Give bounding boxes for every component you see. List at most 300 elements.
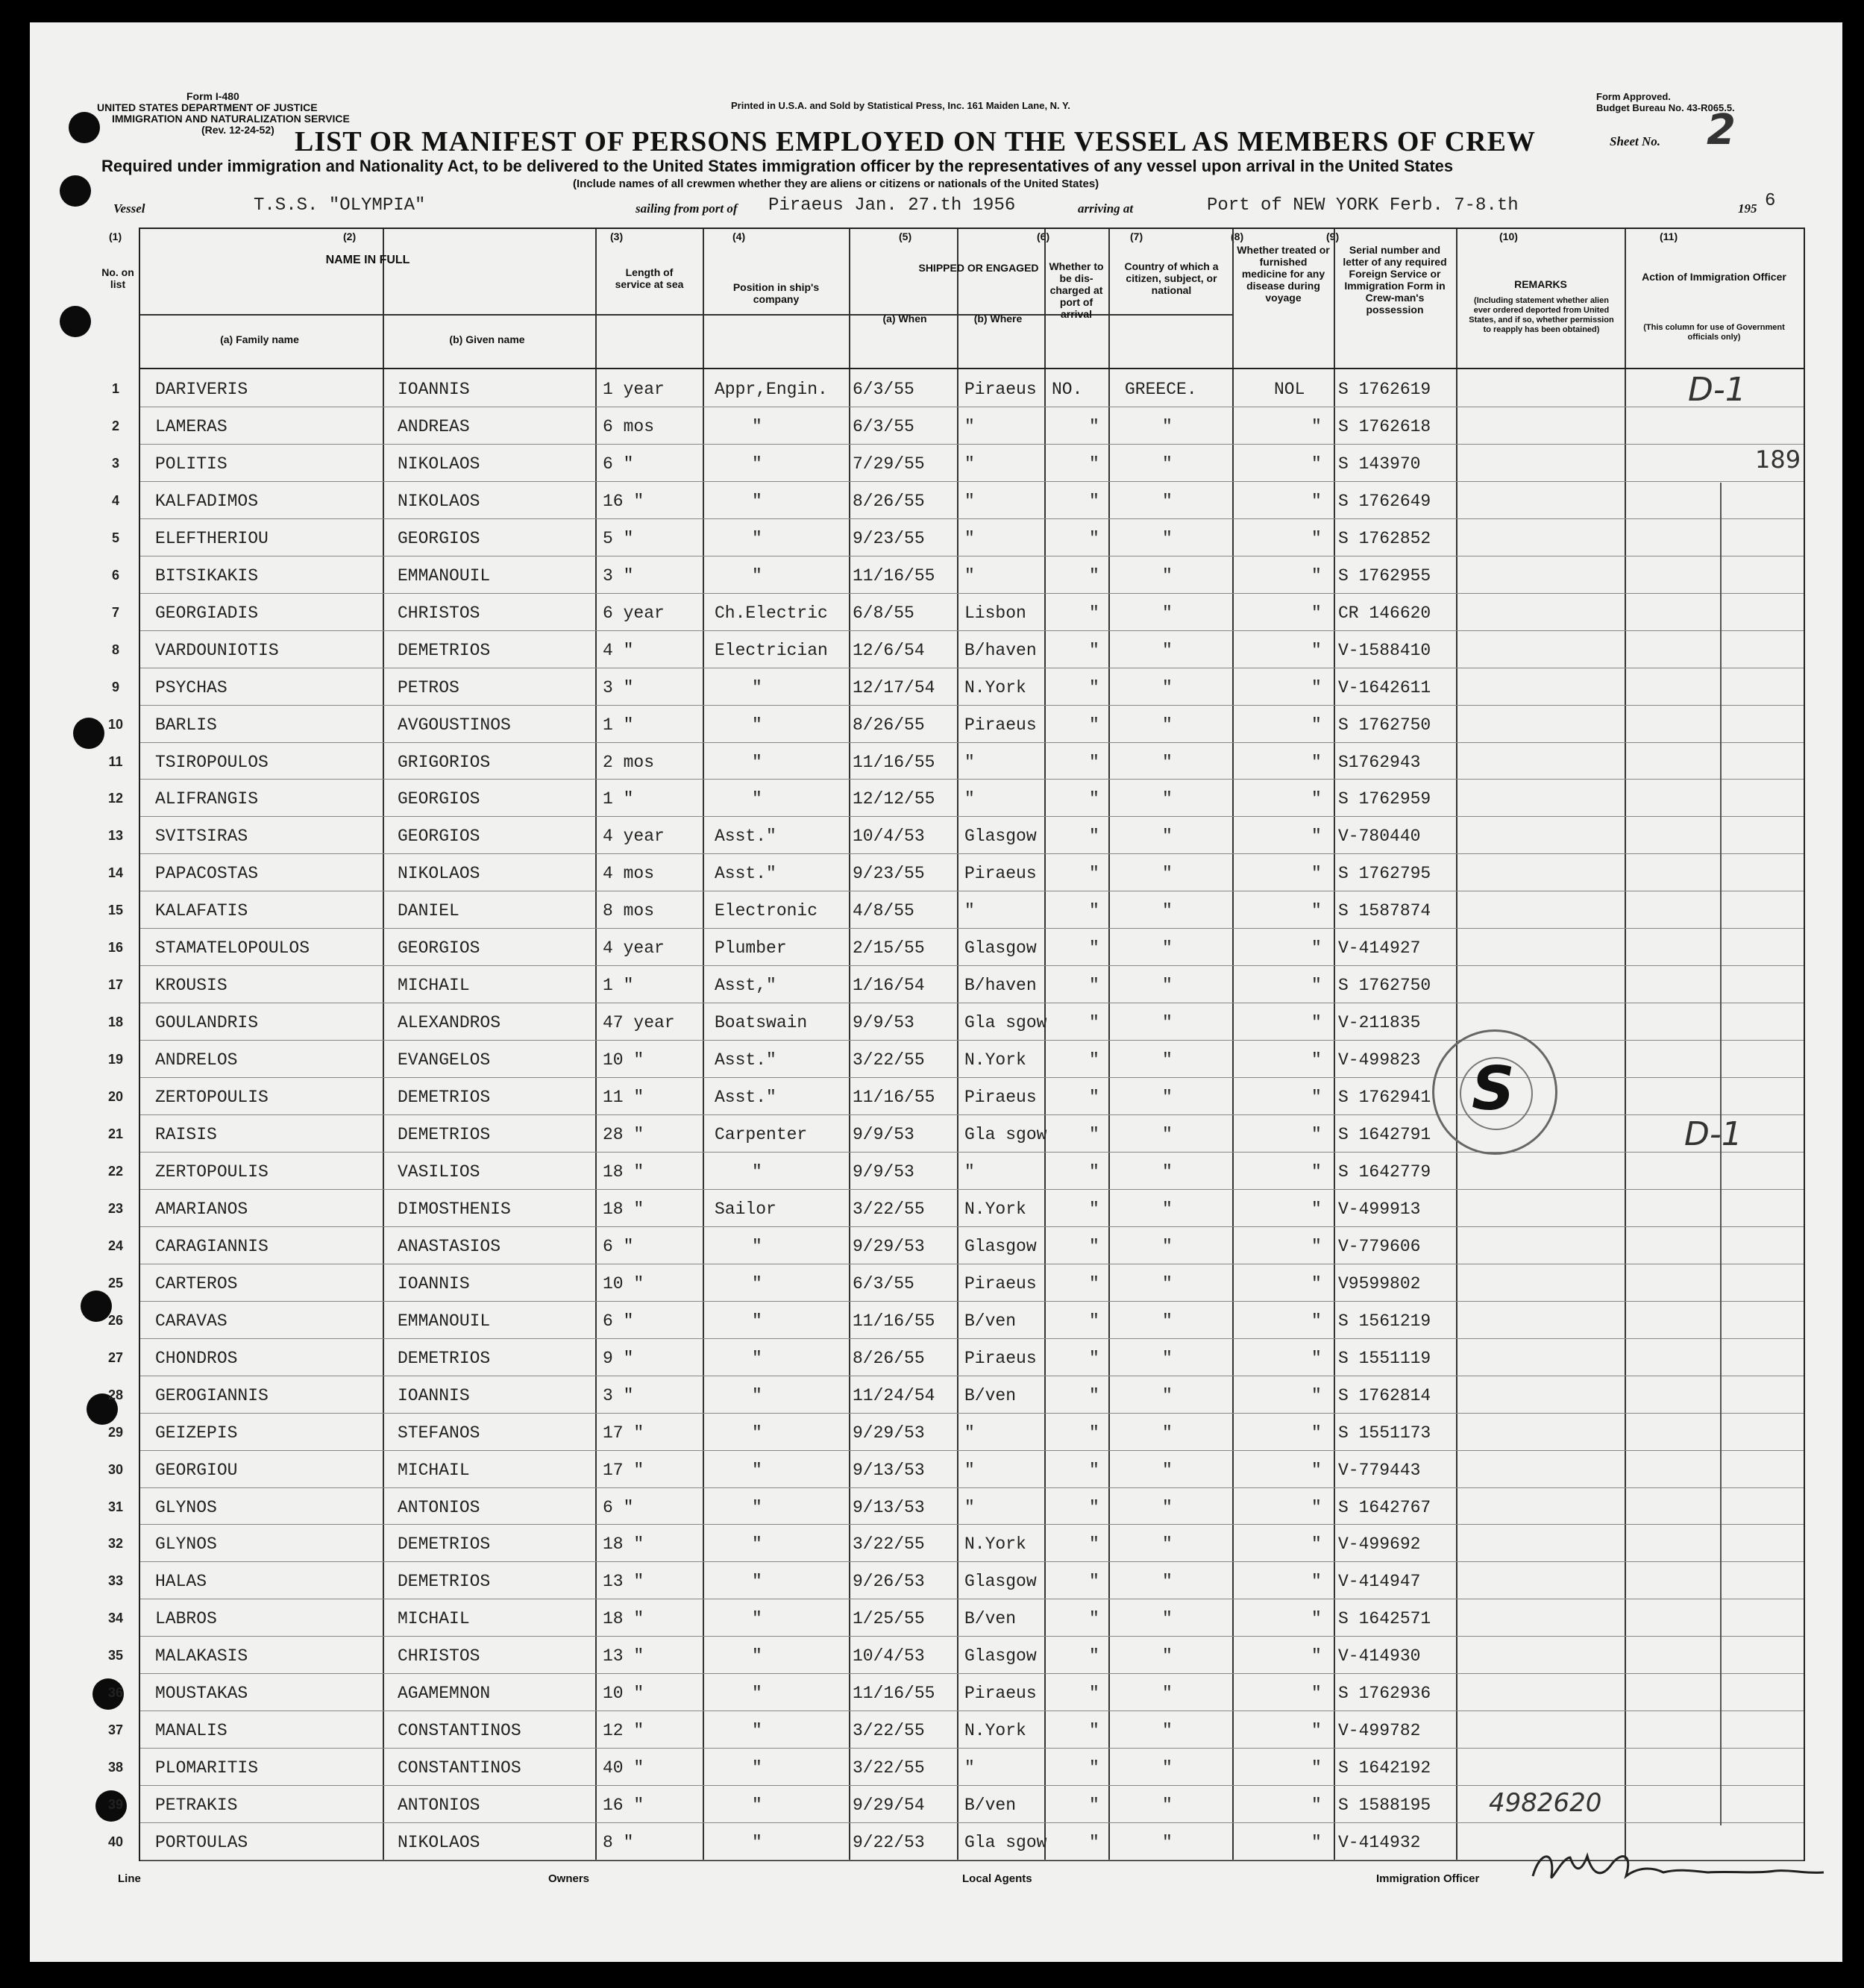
given-name: NIKOLAOS bbox=[398, 491, 480, 511]
position: Appr,Engin. bbox=[715, 380, 828, 399]
col-family-head: (a) Family name bbox=[220, 333, 299, 345]
given-name: NIKOLAOS bbox=[398, 864, 480, 884]
date-engaged: 8/26/55 bbox=[853, 715, 925, 735]
place-engaged: " bbox=[964, 528, 975, 548]
manifest-sheet bbox=[30, 22, 1842, 1962]
citizenship: " bbox=[1162, 752, 1173, 772]
citizenship: " bbox=[1162, 677, 1173, 697]
treated-flag: " bbox=[1311, 1161, 1322, 1182]
date-engaged: 9/29/53 bbox=[853, 1423, 925, 1443]
serial-number: V-779443 bbox=[1338, 1460, 1421, 1480]
family-name: KALAFATIS bbox=[155, 901, 248, 921]
treated-flag: " bbox=[1311, 1311, 1322, 1331]
citizenship: " bbox=[1162, 1125, 1173, 1144]
citizenship: " bbox=[1162, 901, 1173, 921]
date-engaged: 6/3/55 bbox=[853, 1273, 914, 1294]
serial-number: S 1588195 bbox=[1338, 1796, 1431, 1816]
row-divider bbox=[140, 1040, 1804, 1041]
treated-flag: " bbox=[1311, 1088, 1322, 1108]
form-revision: (Rev. 12-24-52) bbox=[201, 124, 274, 136]
given-name: MICHAIL bbox=[398, 976, 470, 996]
family-name: PETRAKIS bbox=[155, 1796, 238, 1816]
serial-number: V-1642611 bbox=[1338, 677, 1431, 697]
citizenship: " bbox=[1162, 1460, 1173, 1480]
serial-number: S 1762750 bbox=[1338, 976, 1431, 996]
date-engaged: 9/29/53 bbox=[853, 1236, 925, 1256]
row-number: 19 bbox=[107, 1052, 124, 1067]
discharge-flag: " bbox=[1089, 454, 1099, 474]
col-num: (6) bbox=[1037, 231, 1050, 242]
treated-flag: " bbox=[1311, 1534, 1322, 1555]
place-engaged: Gla sgow bbox=[964, 1013, 1047, 1033]
family-name: PORTOULAS bbox=[155, 1833, 248, 1853]
family-name: DARIVERIS bbox=[155, 380, 248, 399]
col-divider bbox=[1625, 229, 1626, 1860]
citizenship: " bbox=[1162, 1609, 1173, 1629]
citizenship: " bbox=[1162, 1311, 1173, 1331]
footer-line-label: Line bbox=[118, 1872, 141, 1885]
date-engaged: 2/15/55 bbox=[853, 938, 925, 959]
discharge-flag: " bbox=[1089, 1236, 1099, 1256]
family-name: GEROGIANNIS bbox=[155, 1385, 269, 1405]
discharge-flag: " bbox=[1089, 715, 1099, 735]
citizenship: " bbox=[1162, 1273, 1173, 1294]
service-length: 17 " bbox=[603, 1460, 644, 1480]
row-number: 17 bbox=[107, 977, 124, 993]
date-engaged: 4/8/55 bbox=[853, 901, 914, 921]
service-length: 4 year bbox=[603, 827, 665, 847]
service-length: 17 " bbox=[603, 1423, 644, 1443]
treated-flag: " bbox=[1311, 715, 1322, 735]
approval-line: Form Approved. bbox=[1596, 91, 1671, 102]
serial-number: S 1762649 bbox=[1338, 491, 1431, 511]
place-engaged: Piraeus bbox=[964, 1273, 1037, 1294]
row-number: 29 bbox=[107, 1424, 124, 1440]
row-number: 3 bbox=[111, 455, 119, 471]
place-engaged: " bbox=[964, 454, 975, 474]
action-note-d1: D-1 bbox=[1688, 371, 1746, 409]
row-number: 9 bbox=[111, 679, 119, 694]
family-name: GLYNOS bbox=[155, 1534, 217, 1555]
service-length: 1 " bbox=[603, 789, 634, 809]
action-note-d1: D-1 bbox=[1684, 1115, 1742, 1153]
service-length: 8 " bbox=[603, 1833, 634, 1853]
sailing-label: sailing from port of bbox=[636, 201, 738, 216]
row-divider bbox=[140, 816, 1804, 817]
family-name: LABROS bbox=[155, 1609, 217, 1629]
stamp-letter: S bbox=[1472, 1054, 1515, 1123]
service-length: 10 " bbox=[603, 1273, 644, 1294]
row-number: 20 bbox=[107, 1089, 124, 1105]
citizenship: " bbox=[1162, 827, 1173, 847]
col-num: (11) bbox=[1660, 231, 1678, 242]
discharge-flag: " bbox=[1089, 1572, 1099, 1592]
discharge-flag: " bbox=[1089, 603, 1099, 623]
discharge-flag: " bbox=[1089, 491, 1099, 511]
place-engaged: Piraeus bbox=[964, 1684, 1037, 1704]
col-divider bbox=[1334, 229, 1335, 1860]
place-engaged: " bbox=[964, 1460, 975, 1480]
sheet-number: 2 bbox=[1707, 106, 1736, 154]
col-divider bbox=[595, 229, 597, 1860]
position: " bbox=[752, 1684, 762, 1704]
row-number: 1 bbox=[111, 381, 119, 396]
position: " bbox=[752, 715, 762, 735]
row-divider bbox=[140, 1413, 1804, 1414]
treated-flag: " bbox=[1311, 1684, 1322, 1704]
arriving-at: Port of NEW YORK Ferb. 7-8.th bbox=[1207, 195, 1519, 216]
row-number: 4 bbox=[111, 492, 119, 508]
date-engaged: 9/13/53 bbox=[853, 1460, 925, 1480]
row-number: 36 bbox=[107, 1685, 124, 1701]
given-name: DEMETRIOS bbox=[398, 1088, 491, 1108]
discharge-flag: " bbox=[1089, 1646, 1099, 1666]
discharge-flag: " bbox=[1089, 752, 1099, 772]
citizenship: " bbox=[1162, 1013, 1173, 1033]
serial-number: V-499913 bbox=[1338, 1199, 1421, 1219]
serial-number: V-211835 bbox=[1338, 1013, 1421, 1033]
place-engaged: B/haven bbox=[964, 976, 1037, 996]
row-number: 25 bbox=[107, 1275, 124, 1291]
treated-flag: " bbox=[1311, 1236, 1322, 1256]
treated-flag: " bbox=[1311, 528, 1322, 548]
col-num: (4) bbox=[732, 231, 746, 242]
family-name: PLOMARITIS bbox=[155, 1758, 259, 1778]
position: " bbox=[752, 1534, 762, 1555]
service-length: 10 " bbox=[603, 1684, 644, 1704]
service-length: 18 " bbox=[603, 1199, 644, 1219]
position: " bbox=[752, 491, 762, 511]
family-name: LAMERAS bbox=[155, 416, 227, 436]
treated-flag: " bbox=[1311, 1013, 1322, 1033]
given-name: ANTONIOS bbox=[398, 1796, 480, 1816]
service-length: 18 " bbox=[603, 1534, 644, 1555]
serial-number: S 1762959 bbox=[1338, 789, 1431, 809]
punch-hole bbox=[60, 306, 91, 337]
date-engaged: 3/22/55 bbox=[853, 1758, 925, 1778]
citizenship: " bbox=[1162, 491, 1173, 511]
col-divider bbox=[957, 229, 958, 1860]
discharge-flag: " bbox=[1089, 1796, 1099, 1816]
serial-number: V-779606 bbox=[1338, 1236, 1421, 1256]
citizenship: " bbox=[1162, 789, 1173, 809]
discharge-flag: " bbox=[1089, 1385, 1099, 1405]
form-note: (Include names of all crewmen whether they are aliens or citizens or nationals of the United States) bbox=[573, 178, 1099, 190]
discharge-flag: " bbox=[1089, 1833, 1099, 1853]
service-length: 16 " bbox=[603, 491, 644, 511]
arriving-label: arriving at bbox=[1078, 201, 1134, 216]
given-name: CONSTANTINOS bbox=[398, 1758, 521, 1778]
replacement-serial: 4982620 bbox=[1489, 1788, 1602, 1818]
citizenship: " bbox=[1162, 938, 1173, 959]
row-divider bbox=[140, 1822, 1804, 1823]
date-engaged: 11/16/55 bbox=[853, 752, 935, 772]
family-name: CHONDROS bbox=[155, 1348, 238, 1368]
service-length: 6 " bbox=[603, 1236, 634, 1256]
treated-flag: " bbox=[1311, 603, 1322, 623]
citizenship: " bbox=[1162, 1684, 1173, 1704]
col-country-head: Country of which a citizen, subject, or national bbox=[1124, 260, 1219, 296]
given-name: AVGOUSTINOS bbox=[398, 715, 511, 735]
position: " bbox=[752, 1161, 762, 1182]
position: Asst." bbox=[715, 864, 776, 884]
serial-number: S 1551119 bbox=[1338, 1348, 1431, 1368]
position: " bbox=[752, 1497, 762, 1517]
position: " bbox=[752, 528, 762, 548]
row-divider bbox=[140, 1748, 1804, 1749]
serial-number: V-1588410 bbox=[1338, 640, 1431, 660]
given-name: CONSTANTINOS bbox=[398, 1721, 521, 1741]
discharge-flag: " bbox=[1089, 677, 1099, 697]
serial-number: V-499692 bbox=[1338, 1534, 1421, 1555]
service-length: 6 " bbox=[603, 1497, 634, 1517]
citizenship: " bbox=[1162, 1161, 1173, 1182]
treated-flag: " bbox=[1311, 827, 1322, 847]
col-num: (2) bbox=[343, 231, 357, 242]
given-name: DANIEL bbox=[398, 901, 459, 921]
inspection-stamp bbox=[1432, 1029, 1557, 1155]
serial-number: S 1642571 bbox=[1338, 1609, 1431, 1629]
discharge-flag: " bbox=[1089, 1534, 1099, 1555]
date-engaged: 9/9/53 bbox=[853, 1013, 914, 1033]
family-name: ZERTOPOULIS bbox=[155, 1161, 269, 1182]
citizenship: " bbox=[1162, 454, 1173, 474]
given-name: GEORGIOS bbox=[398, 938, 480, 959]
given-name: MICHAIL bbox=[398, 1460, 470, 1480]
row-number: 13 bbox=[107, 828, 124, 844]
family-name: TSIROPOULOS bbox=[155, 752, 269, 772]
col-divider bbox=[849, 229, 850, 1860]
place-engaged: Piraeus bbox=[964, 1348, 1037, 1368]
treated-flag: " bbox=[1311, 491, 1322, 511]
date-engaged: 11/16/55 bbox=[853, 1311, 935, 1331]
position: " bbox=[752, 1348, 762, 1368]
place-engaged: N.York bbox=[964, 677, 1026, 697]
citizenship: " bbox=[1162, 603, 1173, 623]
service-length: 13 " bbox=[603, 1572, 644, 1592]
col-given-head: (b) Given name bbox=[449, 333, 525, 345]
row-number: 40 bbox=[107, 1834, 124, 1850]
discharge-flag: " bbox=[1089, 1348, 1099, 1368]
service-length: 6 " bbox=[603, 1311, 634, 1331]
sheet-label: Sheet No. bbox=[1610, 134, 1660, 148]
col-action-note: (This column for use of Government officials only) bbox=[1643, 323, 1785, 342]
discharge-flag: " bbox=[1089, 1758, 1099, 1778]
row-number: 32 bbox=[107, 1536, 124, 1552]
col-action-head: Action of Immigration Officer bbox=[1642, 271, 1786, 283]
given-name: EMMANOUIL bbox=[398, 565, 491, 586]
family-name: GLYNOS bbox=[155, 1497, 217, 1517]
serial-number: S 1762941 bbox=[1338, 1088, 1431, 1108]
service-length: 3 " bbox=[603, 565, 634, 586]
treated-flag: " bbox=[1311, 1721, 1322, 1741]
serial-number: S 1642791 bbox=[1338, 1125, 1431, 1144]
row-number: 28 bbox=[107, 1387, 124, 1402]
citizenship: " bbox=[1162, 864, 1173, 884]
position: " bbox=[752, 1423, 762, 1443]
service-length: 5 " bbox=[603, 528, 634, 548]
date-engaged: 10/4/53 bbox=[853, 827, 925, 847]
department-name: UNITED STATES DEPARTMENT OF JUSTICE bbox=[97, 101, 318, 113]
citizenship: GREECE. bbox=[1125, 380, 1197, 399]
citizenship: " bbox=[1162, 1833, 1173, 1853]
given-name: DEMETRIOS bbox=[398, 1125, 491, 1144]
family-name: GEIZEPIS bbox=[155, 1423, 238, 1443]
discharge-flag: " bbox=[1089, 1497, 1099, 1517]
row-divider bbox=[140, 1636, 1804, 1637]
citizenship: " bbox=[1162, 1497, 1173, 1517]
row-number: 2 bbox=[111, 418, 119, 433]
position: Electronic bbox=[715, 901, 818, 921]
date-engaged: 11/16/55 bbox=[853, 1088, 935, 1108]
family-name: MALAKASIS bbox=[155, 1646, 248, 1666]
serial-number: S 1762619 bbox=[1338, 380, 1431, 399]
form-title: LIST OR MANIFEST OF PERSONS EMPLOYED ON THE VESSEL AS MEMBERS OF CREW bbox=[295, 126, 1536, 157]
service-length: 47 year bbox=[603, 1013, 675, 1033]
position: Plumber bbox=[715, 938, 787, 959]
citizenship: " bbox=[1162, 1385, 1173, 1405]
date-engaged: 7/29/55 bbox=[853, 454, 925, 474]
service-length: 3 " bbox=[603, 1385, 634, 1405]
citizenship: " bbox=[1162, 1796, 1173, 1816]
discharge-flag: " bbox=[1089, 640, 1099, 660]
row-divider bbox=[140, 1450, 1804, 1451]
place-engaged: Lisbon bbox=[964, 603, 1026, 623]
family-name: STAMATELOPOULOS bbox=[155, 938, 310, 959]
citizenship: " bbox=[1162, 1572, 1173, 1592]
service-length: 16 " bbox=[603, 1796, 644, 1816]
date-engaged: 9/9/53 bbox=[853, 1125, 914, 1144]
date-engaged: 6/3/55 bbox=[853, 416, 914, 436]
col-serial-head: Serial number and letter of any required Foreign Service or Immigration Form in Crew-man's possession bbox=[1343, 244, 1447, 316]
service-length: 1 " bbox=[603, 976, 634, 996]
date-engaged: 8/26/55 bbox=[853, 1348, 925, 1368]
given-name: ANASTASIOS bbox=[398, 1236, 501, 1256]
discharge-flag: " bbox=[1089, 1013, 1099, 1033]
place-engaged: Glasgow bbox=[964, 1572, 1037, 1592]
citizenship: " bbox=[1162, 1050, 1173, 1070]
discharge-flag: " bbox=[1089, 1460, 1099, 1480]
treated-flag: " bbox=[1311, 1385, 1322, 1405]
sailing-from: Piraeus Jan. 27.th 1956 bbox=[768, 195, 1016, 216]
discharge-flag: " bbox=[1089, 1125, 1099, 1144]
treated-flag: " bbox=[1311, 1833, 1322, 1853]
citizenship: " bbox=[1162, 528, 1173, 548]
footer-officer-label: Immigration Officer bbox=[1376, 1872, 1480, 1885]
given-name: DEMETRIOS bbox=[398, 1572, 491, 1592]
family-name: AMARIANOS bbox=[155, 1199, 248, 1219]
row-divider bbox=[140, 742, 1804, 743]
treated-flag: NOL bbox=[1274, 380, 1305, 399]
family-name: CARAVAS bbox=[155, 1311, 227, 1331]
treated-flag: " bbox=[1311, 565, 1322, 586]
citizenship: " bbox=[1162, 1088, 1173, 1108]
row-number: 22 bbox=[107, 1163, 124, 1179]
date-engaged: 12/12/55 bbox=[853, 789, 935, 809]
place-engaged: Piraeus bbox=[964, 715, 1037, 735]
serial-number: V-499782 bbox=[1338, 1721, 1421, 1741]
serial-number: S 1561219 bbox=[1338, 1311, 1431, 1331]
col-name-head: NAME IN FULL bbox=[325, 254, 410, 266]
serial-number: S 1642767 bbox=[1338, 1497, 1431, 1517]
service-length: 2 mos bbox=[603, 752, 655, 772]
service-length: 4 " bbox=[603, 640, 634, 660]
given-name: GEORGIOS bbox=[398, 789, 480, 809]
date-engaged: 9/9/53 bbox=[853, 1161, 914, 1182]
place-engaged: Glasgow bbox=[964, 1646, 1037, 1666]
position: " bbox=[752, 1609, 762, 1629]
family-name: RAISIS bbox=[155, 1125, 217, 1144]
punch-hole bbox=[60, 175, 91, 207]
serial-number: S 1762750 bbox=[1338, 715, 1431, 735]
col-divider bbox=[1232, 229, 1234, 1860]
date-engaged: 9/29/54 bbox=[853, 1796, 925, 1816]
serial-number: S 1642192 bbox=[1338, 1758, 1431, 1778]
action-bracket-line bbox=[1720, 483, 1722, 1825]
place-engaged: N.York bbox=[964, 1721, 1026, 1741]
date-engaged: 11/16/55 bbox=[853, 565, 935, 586]
family-name: KALFADIMOS bbox=[155, 491, 259, 511]
treated-flag: " bbox=[1311, 1125, 1322, 1144]
given-name: PETROS bbox=[398, 677, 459, 697]
place-engaged: B/ven bbox=[964, 1609, 1017, 1629]
position: " bbox=[752, 677, 762, 697]
given-name: DEMETRIOS bbox=[398, 640, 491, 660]
row-number: 26 bbox=[107, 1312, 124, 1328]
date-engaged: 1/16/54 bbox=[853, 976, 925, 996]
position: Ch.Electric bbox=[715, 603, 828, 623]
col-num: (8) bbox=[1231, 231, 1244, 242]
given-name: ANTONIOS bbox=[398, 1497, 480, 1517]
place-engaged: " bbox=[964, 416, 975, 436]
serial-number: V-414932 bbox=[1338, 1833, 1421, 1853]
col-length-head: Length of service at sea bbox=[615, 266, 684, 290]
date-engaged: 3/22/55 bbox=[853, 1721, 925, 1741]
place-engaged: Piraeus bbox=[964, 380, 1037, 399]
row-number: 31 bbox=[107, 1499, 124, 1514]
col-num: (3) bbox=[610, 231, 624, 242]
row-number: 23 bbox=[107, 1200, 124, 1216]
position: " bbox=[752, 1833, 762, 1853]
family-name: CARAGIANNIS bbox=[155, 1236, 269, 1256]
service-length: 6 year bbox=[603, 603, 665, 623]
place-engaged: " bbox=[964, 565, 975, 586]
discharge-flag: " bbox=[1089, 416, 1099, 436]
citizenship: " bbox=[1162, 640, 1173, 660]
serial-number: V-499823 bbox=[1338, 1050, 1421, 1070]
row-divider bbox=[140, 1114, 1804, 1115]
place-engaged: B/haven bbox=[964, 640, 1037, 660]
discharge-flag: " bbox=[1089, 1684, 1099, 1704]
treated-flag: " bbox=[1311, 1460, 1322, 1480]
col-num: (7) bbox=[1130, 231, 1143, 242]
family-name: ELEFTHERIOU bbox=[155, 528, 269, 548]
position: Carpenter bbox=[715, 1125, 808, 1144]
row-number: 37 bbox=[107, 1722, 124, 1738]
col-divider bbox=[383, 229, 384, 1860]
citizenship: " bbox=[1162, 1348, 1173, 1368]
date-engaged: 9/26/53 bbox=[853, 1572, 925, 1592]
position: Asst." bbox=[715, 1088, 776, 1108]
service-length: 18 " bbox=[603, 1161, 644, 1182]
place-engaged: Piraeus bbox=[964, 1088, 1037, 1108]
position: " bbox=[752, 1572, 762, 1592]
given-name: EMMANOUIL bbox=[398, 1311, 491, 1331]
row-divider bbox=[140, 1301, 1804, 1302]
service-name: IMMIGRATION AND NATURALIZATION SERVICE bbox=[112, 113, 350, 125]
action-number: 189 bbox=[1755, 445, 1801, 474]
family-name: GEORGIOU bbox=[155, 1460, 238, 1480]
